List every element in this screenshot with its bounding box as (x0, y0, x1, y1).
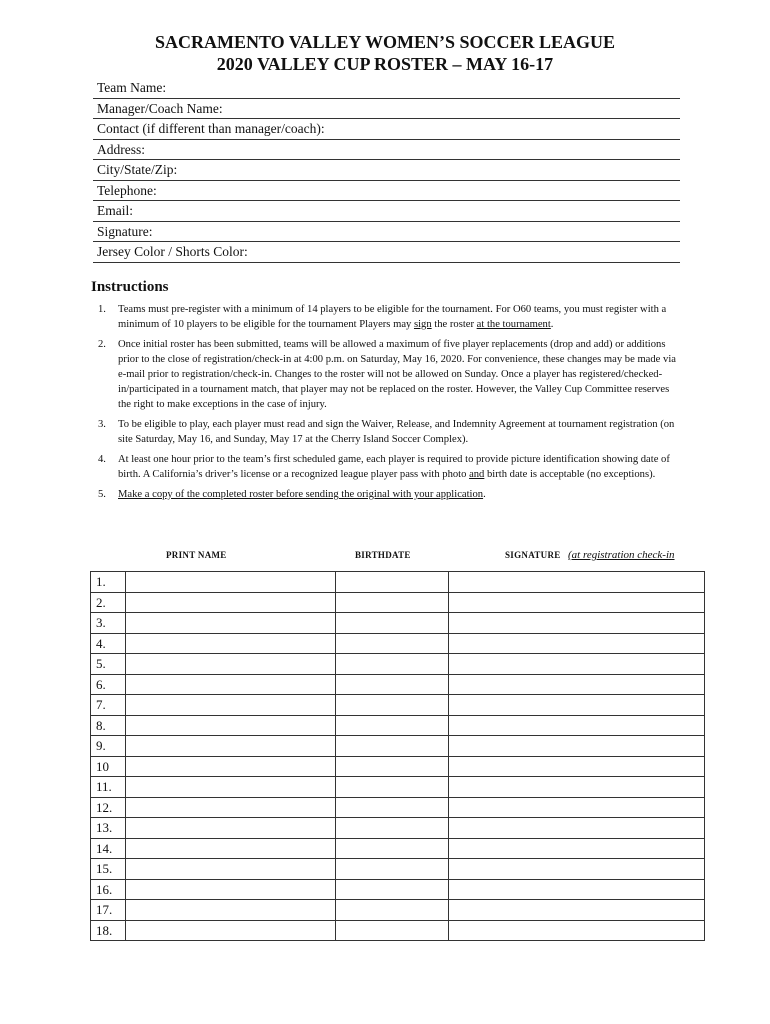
team-info-fields (93, 78, 680, 263)
roster-row (91, 859, 705, 880)
instruction-text-part: Teams must pre-register with a minimum of 14 players to be eligible for the tournament. For O60 teams, you must register with a minimum of 10 players to be eligible for the tournament Players may (118, 304, 667, 330)
birthdate-cell[interactable] (336, 633, 449, 654)
birthdate-cell[interactable] (336, 695, 449, 716)
roster-row (91, 756, 705, 777)
instruction-item (98, 337, 682, 412)
row-number: 12. (91, 797, 126, 818)
signature-cell[interactable] (449, 838, 705, 859)
roster-row (91, 900, 705, 921)
row-number: 10 (91, 756, 126, 777)
col-birthdate: BIRTHDATE (355, 550, 411, 560)
birthdate-cell[interactable] (336, 715, 449, 736)
birthdate-cell[interactable] (336, 654, 449, 675)
row-number: 5. (91, 654, 126, 675)
print-name-cell[interactable] (126, 777, 336, 798)
print-name-cell[interactable] (126, 797, 336, 818)
instruction-text-part: birth date is acceptable (no exceptions). (484, 469, 656, 480)
birthdate-cell[interactable] (336, 756, 449, 777)
instruction-number: 1. (98, 304, 106, 315)
row-number: 14. (91, 838, 126, 859)
instruction-number: 4. (98, 454, 106, 465)
signature-cell[interactable] (449, 674, 705, 695)
print-name-cell[interactable] (126, 756, 336, 777)
instruction-text: Once initial roster has been submitted, teams will be allowed a maximum of five player replacements (drop and add) or additions prior to the close of registration/check-in at 4:00 p.m. on Saturday, May 16, 2020. For convenience, these changes may be made via e-mail prior to registration/check-in. Changes to the roster will not be allowed on Sunday. Once a player has registered/checked-in/participated in a tournament match, that player may not be replaced on the roster. However, the Valley Cup Committee reserves the right to make exceptions in the case of injury. (118, 339, 676, 410)
roster-row (91, 818, 705, 839)
jersey-color-field[interactable]: Jersey Color / Shorts Color: (93, 242, 680, 263)
city-state-zip-field[interactable]: City/State/Zip: (93, 160, 680, 181)
roster-table (90, 571, 705, 941)
birthdate-cell[interactable] (336, 572, 449, 593)
row-number: 8. (91, 715, 126, 736)
row-number: 15. (91, 859, 126, 880)
league-title: SACRAMENTO VALLEY WOMEN’S SOCCER LEAGUE (154, 32, 616, 52)
roster-row (91, 572, 705, 593)
row-number: 1. (91, 572, 126, 593)
print-name-cell[interactable] (126, 695, 336, 716)
birthdate-cell[interactable] (336, 818, 449, 839)
roster-row (91, 592, 705, 613)
instruction-text-part: . (483, 489, 486, 500)
roster-row (91, 715, 705, 736)
row-number: 11. (91, 777, 126, 798)
instruction-text-part: At least one hour prior to the team’s first scheduled game, each player is required to provide picture identification showing date of birth. A California’s driver’s license or a recognized league player pass with photo (118, 454, 670, 480)
instruction-underlined: sign (413, 319, 432, 330)
signature-cell[interactable] (449, 797, 705, 818)
signature-cell[interactable] (449, 715, 705, 736)
instruction-item (98, 417, 682, 447)
roster-row (91, 613, 705, 634)
print-name-cell[interactable] (126, 633, 336, 654)
col-signature: SIGNATURE (505, 550, 561, 560)
signature-cell[interactable] (449, 900, 705, 921)
roster-row (91, 797, 705, 818)
signature-cell[interactable] (449, 592, 705, 613)
instruction-item (98, 487, 682, 502)
signature-cell[interactable] (449, 756, 705, 777)
instruction-item (98, 302, 682, 332)
roster-row (91, 674, 705, 695)
instruction-underlined: at the tournament (476, 319, 551, 330)
birthdate-cell[interactable] (336, 777, 449, 798)
roster-row (91, 838, 705, 859)
instruction-underlined: Make a copy of the completed roster before sending the original with your application (118, 489, 484, 500)
instruction-text (118, 487, 682, 502)
signature-cell[interactable] (449, 818, 705, 839)
signature-cell[interactable] (449, 777, 705, 798)
print-name-cell[interactable] (126, 613, 336, 634)
instructions-heading: Instructions (91, 279, 169, 295)
instruction-text-part: the roster (431, 319, 477, 330)
signature-cell[interactable] (449, 920, 705, 941)
print-name-cell[interactable] (126, 592, 336, 613)
instruction-text (118, 452, 682, 482)
birthdate-cell[interactable] (336, 920, 449, 941)
contact-field[interactable]: Contact (if different than manager/coach): (93, 119, 680, 140)
birthdate-cell[interactable] (336, 797, 449, 818)
signature-cell[interactable] (449, 695, 705, 716)
roster-row (91, 695, 705, 716)
signature-cell[interactable] (449, 859, 705, 880)
roster-row (91, 654, 705, 675)
print-name-cell[interactable] (126, 879, 336, 900)
instruction-number: 5. (98, 489, 106, 500)
signature-field[interactable]: Signature: (93, 222, 680, 243)
roster-row (91, 879, 705, 900)
birthdate-cell[interactable] (336, 613, 449, 634)
instruction-item (98, 452, 682, 482)
row-number: 13. (91, 818, 126, 839)
roster-row (91, 920, 705, 941)
row-number: 4. (91, 633, 126, 654)
instructions-list (98, 302, 682, 507)
print-name-cell[interactable] (126, 838, 336, 859)
row-number: 3. (91, 613, 126, 634)
manager-coach-name-field[interactable]: Manager/Coach Name: (93, 99, 680, 120)
print-name-cell[interactable] (126, 859, 336, 880)
print-name-cell[interactable] (126, 818, 336, 839)
birthdate-cell[interactable] (336, 592, 449, 613)
print-name-cell[interactable] (126, 736, 336, 757)
print-name-cell[interactable] (126, 715, 336, 736)
row-number: 6. (91, 674, 126, 695)
roster-row (91, 633, 705, 654)
roster-row (91, 736, 705, 757)
signature-cell[interactable] (449, 613, 705, 634)
instruction-underlined: and (469, 469, 485, 480)
instruction-text-part: . (550, 319, 554, 330)
signature-cell[interactable] (449, 572, 705, 593)
print-name-cell[interactable] (126, 572, 336, 593)
row-number: 9. (91, 736, 126, 757)
roster-row (91, 777, 705, 798)
instruction-text: To be eligible to play, each player must read and sign the Waiver, Release, and Indemnity Agreement at tournament registration (on site Saturday, May 16, and Sunday, May 17 at the Cherry Island Soccer Complex). (118, 419, 675, 445)
instruction-number: 3. (98, 419, 106, 430)
row-number: 18. (91, 920, 126, 941)
roster-title: 2020 VALLEY CUP ROSTER – MAY 16-17 (216, 54, 554, 74)
print-name-cell[interactable] (126, 654, 336, 675)
row-number: 2. (91, 592, 126, 613)
birthdate-cell[interactable] (336, 879, 449, 900)
signature-cell[interactable] (449, 633, 705, 654)
telephone-field[interactable]: Telephone: (93, 181, 680, 202)
print-name-cell[interactable] (126, 920, 336, 941)
birthdate-cell[interactable] (336, 674, 449, 695)
instruction-number: 2. (98, 339, 106, 350)
birthdate-cell[interactable] (336, 859, 449, 880)
address-field[interactable]: Address: (93, 140, 680, 161)
row-number: 17. (91, 900, 126, 921)
print-name-cell[interactable] (126, 900, 336, 921)
signature-cell[interactable] (449, 879, 705, 900)
col-print-name: PRINT NAME (166, 550, 227, 560)
print-name-cell[interactable] (126, 674, 336, 695)
row-number: 16. (91, 879, 126, 900)
birthdate-cell[interactable] (336, 736, 449, 757)
birthdate-cell[interactable] (336, 900, 449, 921)
signature-note: (at registration check-in (568, 549, 675, 561)
signature-cell[interactable] (449, 736, 705, 757)
instruction-text (118, 302, 682, 332)
birthdate-cell[interactable] (336, 838, 449, 859)
signature-cell[interactable] (449, 654, 705, 675)
team-name-field[interactable]: Team Name: (93, 78, 680, 99)
email-field[interactable]: Email: (93, 201, 680, 222)
row-number: 7. (91, 695, 126, 716)
